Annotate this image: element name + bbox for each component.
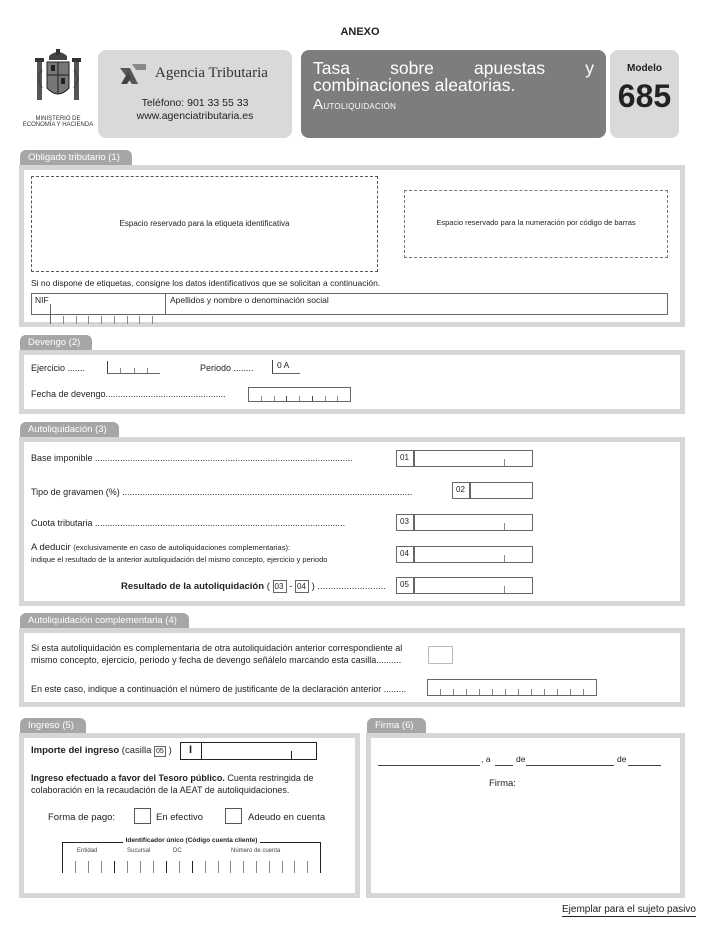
modelo-box — [610, 50, 679, 138]
code-03: 03 — [396, 514, 414, 531]
form-subtitle — [313, 96, 594, 113]
agency-phone: Teléfono: 901 33 55 33 — [141, 97, 249, 109]
fecha-devengo-label: Fecha de devengo................................................ — [31, 389, 226, 399]
cuota-field[interactable] — [414, 514, 533, 531]
agency-box — [98, 50, 292, 138]
ccc-sucursal-label: Sucursal — [127, 848, 151, 854]
deducir-label: A deducir — [31, 542, 71, 553]
ministry-name: MINISTERIO DE ECONOMÍA Y HACIENDA — [22, 116, 94, 128]
importe-close: ) — [168, 745, 172, 756]
coat-of-arms-icon — [33, 48, 83, 110]
periodo-label: Periodo ........ — [200, 363, 254, 373]
adeudo-label: Adeudo en cuenta — [248, 812, 326, 823]
barcode-space — [404, 190, 668, 258]
fecha-devengo-field[interactable] — [248, 387, 351, 402]
justificante-field[interactable] — [427, 679, 597, 696]
resultado-close: ) .......................... — [311, 581, 387, 592]
base-imponible-label: Base imponible ....................................................................................................... — [31, 453, 353, 463]
tab-devengo: Devengo (2) — [20, 335, 92, 350]
deducir-block — [31, 542, 327, 564]
complementaria-checkbox[interactable] — [428, 646, 453, 664]
importe-label: Importe del ingreso — [31, 745, 120, 756]
tab-complementaria: Autoliquidación complementaria (4) — [20, 613, 189, 628]
subtitle-initial: A — [313, 96, 324, 113]
anexo-heading: ANEXO — [340, 26, 380, 38]
importe-row — [31, 745, 172, 757]
ccc-title: Identificador único (Código cuenta cliente) — [123, 837, 261, 844]
resultado-code-a: 03 — [273, 580, 287, 593]
ministry-logo — [22, 48, 94, 128]
forma-pago-label: Forma de pago: — [48, 812, 116, 823]
favor-line-2: colaboración en la recaudación de la AEAT de autoliquidaciones. — [31, 785, 290, 795]
nif-label: NIF — [35, 295, 49, 305]
code-04: 04 — [396, 546, 414, 563]
favor-text — [31, 772, 351, 796]
deducir-note-2: indique el resultado de la anterior autoliquidación del mismo concepto, ejercicio y periodo — [31, 555, 328, 564]
barcode-space-text: Espacio reservado para la numeración por código de barras — [436, 218, 636, 227]
modelo-label: Modelo — [627, 63, 662, 74]
deducir-field[interactable] — [414, 546, 533, 563]
agency-web: www.agenciatributaria.es — [136, 110, 254, 122]
ccc-dc-label: DC — [173, 848, 182, 854]
base-imponible-field[interactable] — [414, 450, 533, 467]
tab-ingreso: Ingreso (5) — [20, 718, 86, 733]
justificante-label: En este caso, indique a continuación el número de justificante de la declaración anterior ......... — [31, 684, 407, 694]
resultado-code-b: 04 — [295, 580, 309, 593]
code-01: 01 — [396, 450, 414, 467]
firma-place-date[interactable] — [378, 754, 664, 766]
form-title: Tasa sobre apuestas y combinaciones aleatorias. — [313, 58, 594, 95]
ejercicio-label: Ejercicio ....... — [31, 363, 86, 373]
modelo-number: 685 — [617, 78, 672, 114]
name-field-label: Apellidos y nombre o denominación social — [170, 295, 329, 305]
efectivo-checkbox[interactable] — [134, 808, 151, 824]
title-box — [301, 50, 606, 138]
efectivo-label: En efectivo — [156, 812, 203, 823]
favor-bold: Ingreso efectuado a favor del Tesoro público. — [31, 773, 225, 783]
periodo-field[interactable]: 0 A — [272, 360, 300, 374]
subtitle-rest: utoliquidación — [323, 100, 397, 112]
ccc-entidad-label: Entidad — [77, 848, 98, 854]
tipo-gravamen-field[interactable] — [470, 482, 533, 499]
resultado-field[interactable] — [414, 577, 533, 594]
agencia-tributaria-logo-icon — [118, 62, 148, 86]
tipo-gravamen-label: Tipo de gravamen (%) .................................................................................................................... — [31, 487, 413, 497]
resultado-minus: - — [289, 581, 293, 592]
favor-rest: Cuenta restringida de — [224, 773, 314, 783]
section-devengo — [19, 350, 685, 414]
nif-name-row — [31, 293, 668, 315]
agency-name: Agencia Tributaria — [155, 65, 268, 81]
importe-code: 05 — [154, 746, 166, 757]
nif-field[interactable] — [32, 294, 166, 314]
label-space-text: Espacio reservado para la etiqueta identificativa — [119, 219, 290, 228]
importe-field[interactable] — [180, 742, 317, 760]
name-field[interactable] — [166, 294, 667, 314]
ccc-cells — [63, 861, 320, 873]
tab-firma: Firma (6) — [367, 718, 426, 733]
ejercicio-field[interactable] — [107, 361, 160, 374]
importe-casilla: (casilla — [121, 745, 152, 756]
resultado-row — [121, 580, 386, 593]
tab-autoliquidacion: Autoliquidación (3) — [20, 422, 119, 437]
firma-de-2: de — [617, 754, 627, 764]
cuota-label: Cuota tributaria .................................................................................................... — [31, 518, 346, 528]
complementaria-text-1: Si esta autoliquidación es complementaria de otra autoliquidación anterior correspondiente al — [31, 643, 403, 653]
complementaria-text — [31, 642, 402, 666]
label-space — [31, 176, 378, 272]
firma-de-1: de — [516, 754, 526, 764]
tab-obligado: Obligado tributario (1) — [20, 150, 132, 165]
resultado-open: ( — [266, 581, 270, 592]
labels-note: Si no dispone de etiquetas, consigne los datos identificativos que se solicitan a continuación. — [31, 278, 381, 288]
firma-a: , a — [481, 754, 491, 764]
ccc-cuenta-label: Número de cuenta — [231, 848, 281, 854]
deducir-note-1: (exclusivamente en caso de autoliquidaciones complementarias): — [73, 543, 291, 552]
code-05: 05 — [396, 577, 414, 594]
nif-cells — [50, 304, 165, 324]
ccc-field[interactable] — [62, 837, 321, 873]
importe-prefix: I — [189, 744, 193, 756]
footer-copy-label: Ejemplar para el sujeto pasivo — [562, 904, 696, 915]
code-02: 02 — [452, 482, 470, 499]
complementaria-text-2: mismo concepto, ejercicio, periodo y fecha de devengo señálelo marcando esta casilla.......... — [31, 655, 402, 665]
adeudo-checkbox[interactable] — [225, 808, 242, 824]
resultado-label: Resultado de la autoliquidación — [121, 581, 265, 592]
firma-label: Firma: — [489, 778, 516, 789]
